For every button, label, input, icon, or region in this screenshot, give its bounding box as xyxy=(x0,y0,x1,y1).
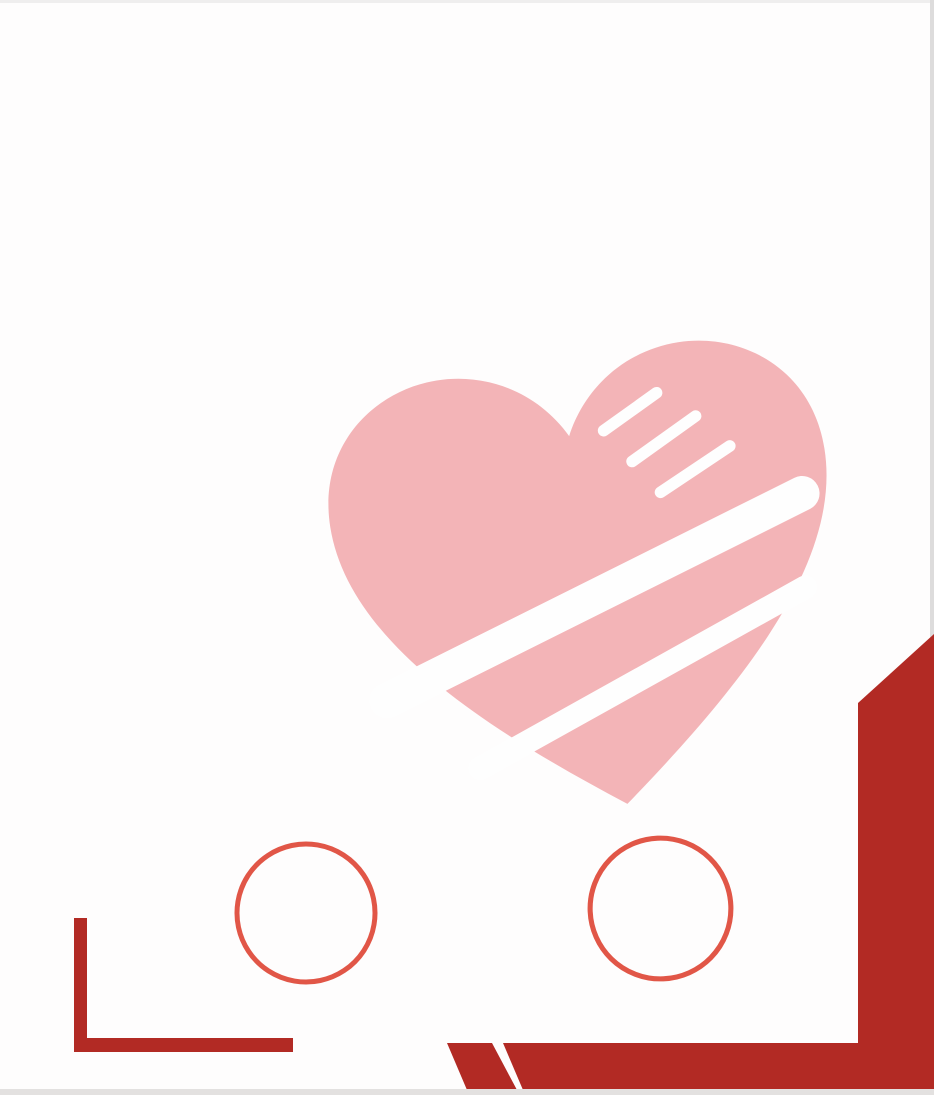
corner-accent-bottom-left-vertical xyxy=(74,918,87,1051)
seal-ring xyxy=(568,816,754,1002)
page-edge-bottom xyxy=(0,1089,934,1095)
heart-pattern-corner xyxy=(0,0,280,150)
corner-accent-bottom-left-horizontal xyxy=(74,1038,293,1052)
seal-ring xyxy=(224,831,388,995)
page-edge-right xyxy=(930,0,934,1095)
official-seal-left xyxy=(217,824,395,1002)
watermark-heart-logo-icon xyxy=(300,318,882,830)
official-seal-right xyxy=(559,807,761,1009)
